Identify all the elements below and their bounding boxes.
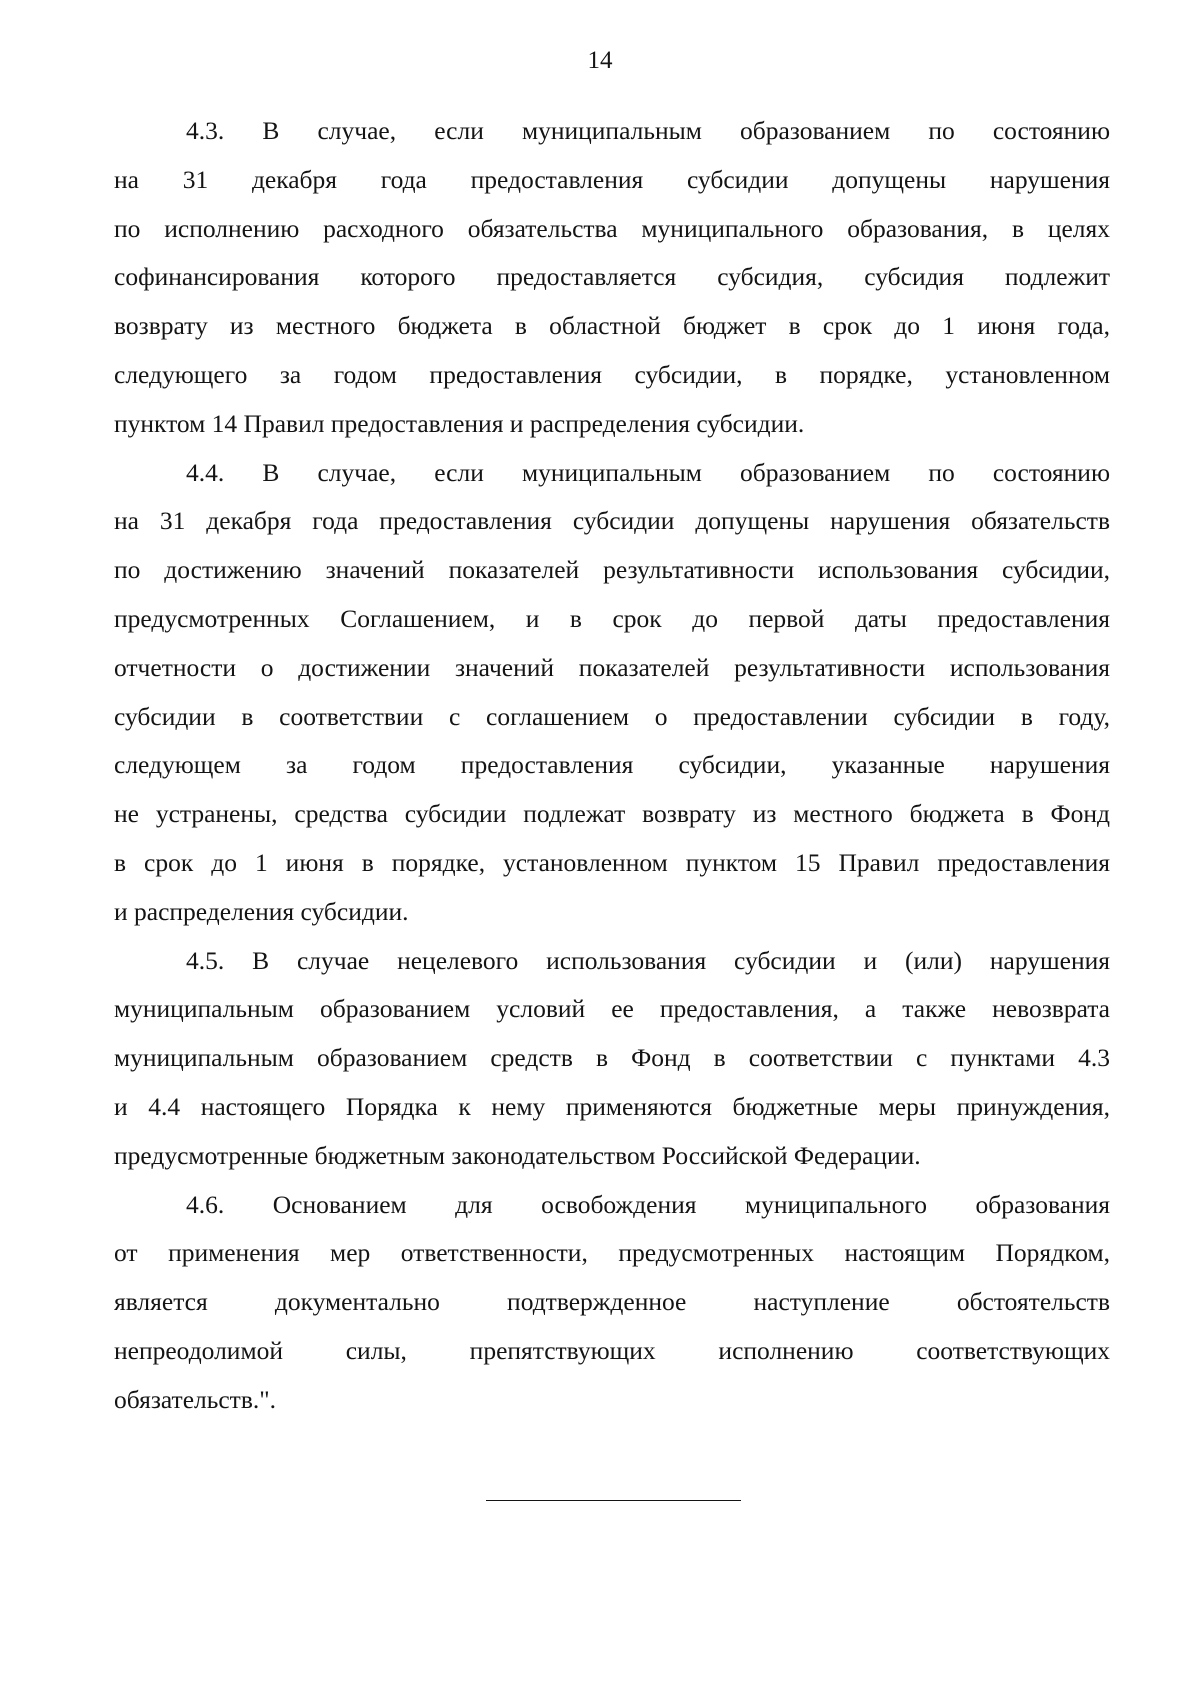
text-line: муниципальным образованием условий ее предоставления, а также невозврата bbox=[114, 994, 1110, 1024]
text-line: и 4.4 настоящего Порядка к нему применяются бюджетные меры принуждения, bbox=[114, 1091, 1110, 1121]
text-line: пунктом 14 Правил предоставления и распределения субсидии. bbox=[114, 408, 805, 438]
text-line: следующего за годом предоставления субсидии, в порядке, установленном bbox=[114, 359, 1110, 389]
paragraph-4-6 bbox=[114, 1188, 1110, 1432]
document-body bbox=[114, 114, 1110, 1432]
text-line: на 31 декабря года предоставления субсидии допущены нарушения bbox=[114, 164, 1110, 194]
text-line: в срок до 1 июня в порядке, установленном пунктом 15 Правил предоставления bbox=[114, 847, 1110, 877]
text-line: субсидии в соответствии с соглашением о предоставлении субсидии в году, bbox=[114, 701, 1110, 731]
text-line: возврату из местного бюджета в областной бюджет в срок до 1 июня года, bbox=[114, 311, 1110, 341]
paragraph-4-3 bbox=[114, 114, 1110, 456]
text-line: муниципальным образованием средств в Фонд в соответствии с пунктами 4.3 bbox=[114, 1043, 1110, 1073]
paragraph-4-5 bbox=[114, 944, 1110, 1188]
paragraph-4-4 bbox=[114, 456, 1110, 944]
text-line: отчетности о достижении значений показателей результативности использования bbox=[114, 652, 1110, 682]
text-line: является документально подтвержденное наступление обстоятельств bbox=[114, 1287, 1110, 1317]
text-line: следующем за годом предоставления субсидии, указанные нарушения bbox=[114, 750, 1110, 780]
text-line: по исполнению расходного обязательства муниципального образования, в целях bbox=[114, 213, 1110, 243]
page-number: 14 bbox=[587, 47, 613, 74]
text-line: от применения мер ответственности, предусмотренных настоящим Порядком, bbox=[114, 1238, 1110, 1268]
text-line: обязательств.". bbox=[114, 1384, 277, 1414]
text-line: 4.6. Основанием для освобождения муниципального образования bbox=[186, 1189, 1110, 1219]
text-line: непреодолимой силы, препятствующих исполнению соответствующих bbox=[114, 1335, 1110, 1365]
text-line: софинансирования которого предоставляется субсидия, субсидия подлежит bbox=[114, 262, 1110, 292]
text-line: 4.3. В случае, если муниципальным образованием по состоянию bbox=[186, 116, 1110, 145]
text-line: предусмотренные бюджетным законодательством Российской Федерации. bbox=[114, 1140, 921, 1170]
text-line: на 31 декабря года предоставления субсидии допущены нарушения обязательств bbox=[114, 506, 1110, 536]
text-line: предусмотренных Соглашением, и в срок до первой даты предоставления bbox=[114, 603, 1110, 633]
text-line: 4.4. В случае, если муниципальным образованием по состоянию bbox=[186, 457, 1110, 487]
text-line: и распределения субсидии. bbox=[114, 896, 409, 926]
end-of-document-rule bbox=[486, 1500, 741, 1501]
text-line: 4.5. В случае нецелевого использования субсидии и (или) нарушения bbox=[186, 945, 1110, 975]
text-line: не устранены, средства субсидии подлежат возврату из местного бюджета в Фонд bbox=[114, 799, 1110, 829]
text-line: по достижению значений показателей результативности использования субсидии, bbox=[114, 555, 1110, 585]
